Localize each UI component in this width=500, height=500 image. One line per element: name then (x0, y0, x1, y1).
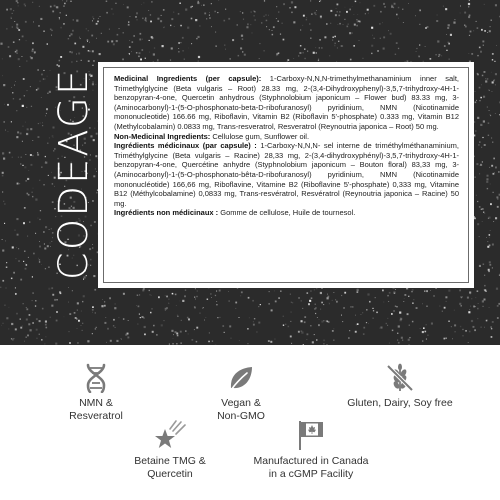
fr-medicinal-heading: Ingrédients médicinaux (par capsule) : (114, 141, 257, 151)
fr-medicinal-ingredients (114, 141, 459, 208)
leaf-icon (226, 363, 256, 393)
non-medicinal-ingredients (114, 132, 459, 142)
feature-vegan-non-gmo (171, 363, 311, 423)
feature-label: Vegan & Non-GMO (217, 397, 265, 422)
non-medicinal-body: Cellulose gum, Sunflower oil. (210, 131, 310, 141)
fr-non-medicinal-ingredients (114, 208, 459, 218)
feature-nmn-resveratrol (26, 363, 166, 423)
non-medicinal-heading: Non-Medicinal Ingredients: (114, 131, 211, 141)
feature-made-in-canada (241, 419, 381, 481)
no-wheat-icon (385, 363, 415, 393)
brand-logo (44, 58, 104, 290)
feature-label: Betaine TMG & Quercetin (134, 455, 206, 480)
feature-label: Manufactured in Canada in a cGMP Facility (253, 455, 369, 480)
brand-name: CODEAGE (51, 67, 97, 281)
medicinal-heading: Medicinal Ingredients (per capsule): (114, 74, 262, 83)
feature-label: Gluten, Dairy, Soy free (347, 397, 453, 409)
dna-icon (83, 363, 109, 393)
feature-allergen-free (330, 363, 470, 410)
feature-badges (0, 345, 500, 500)
medicinal-ingredients (114, 74, 459, 132)
shooting-star-icon (153, 419, 187, 451)
feature-betaine-quercetin (100, 419, 240, 481)
canada-flag-icon (296, 419, 326, 451)
ingredients-box (103, 67, 469, 283)
feature-label: NMN & Resveratrol (69, 397, 123, 422)
fr-non-medicinal-heading: Ingrédients non médicinaux : (114, 208, 219, 218)
fr-medicinal-body: 1-Carboxy-N,N,N- sel interne de triméthylméthanaminium, Triméthylglycine (Beta vulgaris – Racine) 28,33 mg, 2-(3,4-dihydroxyphényl)-3,5,7-trihydroxy-4H-1-benzopyran-4-one, Quercétine anhydre (Styphnolobium japonicum – Bouton floral) 83,33 mg, 3-(Aminocarbonyl)-1-(5-O-phosphonato-bêta-D-ribofuranosyl) pyridinium, NMN (Nicotinamide mononucléotide) 166,66 mg, Riboflavine, Vitamine B2 (Riboflavine 5'-phosphate) 0,333 mg, Vitamine B12 (Méthylcobalamine) 0,0833 mg, Trans-resvératrol, Resvératrol (Reynoutria japonica – Racine) 50 mg. (114, 141, 459, 208)
fr-non-medicinal-body: Gomme de cellulose, Huile de tournesol. (218, 208, 356, 218)
ingredients-panel (98, 62, 474, 288)
medicinal-body: 1-Carboxy-N,N,N-trimethylmethanaminium inner salt, Trimethylglycine (Beta vulgaris – Root) 28.33 mg, 2-(3,4-Dihydroxyphenyl)-3,5,7-trihydroxy-4H-1-benzopyran-4-one, Quercetin anhydrous (Styphnolobium japonicum – Flower bud) 83.33 mg, 3-(Aminocarbonyl)-1-(5-O-phosphonato-beta-D-ribofuranosyl) pyridinium, NMN (Nicotinamide mononucleotide) 166.66 mg, Riboflavin, Vitamin B2 (Riboflavin 5'-phosphate) 0.333 mg, Vitamin B12 (Methylcobalamin) 0.0833 mg, Trans-resveratrol, Resveratrol (Reynoutria japonica – Root) 50 mg. (114, 74, 459, 131)
